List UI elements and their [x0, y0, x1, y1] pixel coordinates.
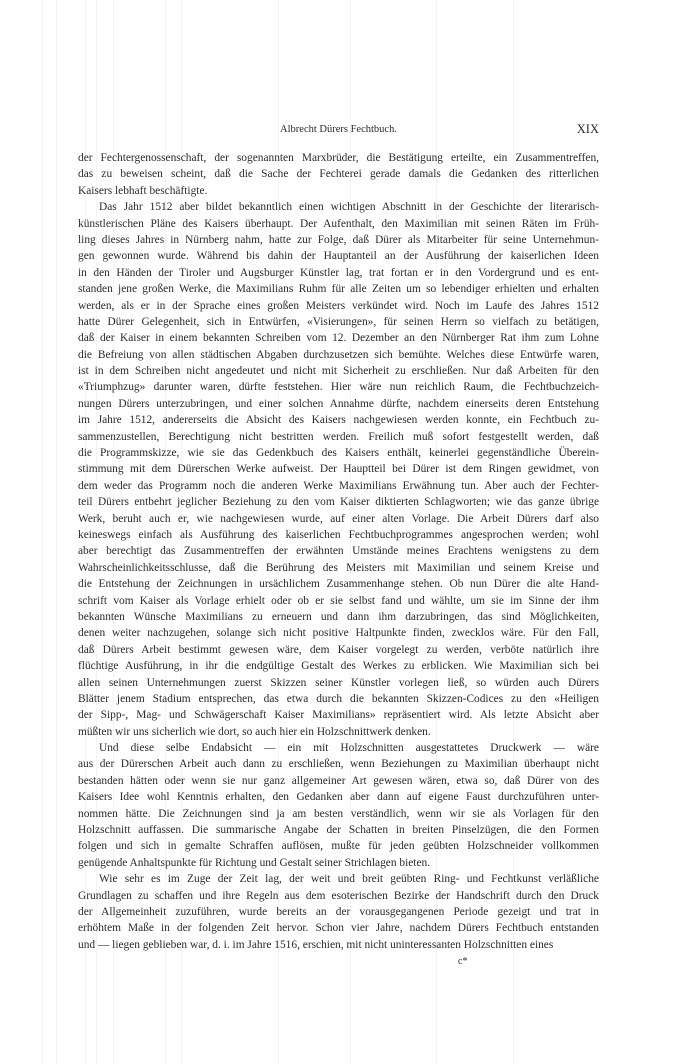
text-line: Kaisers Idee wohl Kenntnis erhalten, den Gedanken aber dann auf eigene Faust durchzuführen unter- [78, 791, 599, 804]
text-line: und — liegen geblieben war, d. i. im Jahre 1516, erschien, mit nicht uninteressanten Holzschnitten eines [78, 938, 554, 951]
text-line: das zu beweisen scheint, daß die Sache der Fechterei gerade damals die Gedanken des ritterlichen [78, 168, 599, 181]
text-line: sammenzustellen, Berechtigung nicht bestritten werden. Freilich muß sofort festgestellt werden, daß [78, 430, 599, 443]
text-line: der Allgemeinheit zuzuführen, wurde bereits an der vorausgegangenen Periode gezeigt und trat in [78, 905, 599, 918]
body-text [78, 150, 599, 953]
text-line: «Triumphzug» darunter waren, dürfte feststehen. Hier wäre nun reichlich Raum, die Fechtbuchzeich- [78, 381, 599, 394]
text-line: der Sipp-, Mag- und Schwägerschaft Kaiser Maximilians» repräsentiert wird. Als letzte Absicht aber [78, 709, 599, 722]
text-line: ist in dem Schreiben nicht angedeutet und nicht mit Sicherheit zu erschließen. Nur daß Arbeiten für den [78, 365, 599, 378]
signature-mark: c* [458, 956, 468, 968]
text-line: aus der Dürerschen Arbeit auch dann zu erschließen, wenn Beziehungen zu Maximilian überhaupt nicht [78, 758, 599, 771]
text-line: Holzschnitt auffassen. Die summarische Angabe der Schatten in breiten Pinselzügen, die den Formen [78, 824, 599, 837]
text-line: ling dieses Jahres in Nürnberg nahm, hatte zur Folge, daß Dürer als Mitarbeiter für seine Unternehmun- [78, 233, 599, 246]
text-line: künstlerischen Pläne des Kaisers überhaupt. Der Aufenthalt, den Maximilian mit seinen Räten im Früh- [78, 217, 599, 230]
text-line: Wahrscheinlichkeitsschlusse, daß die Berührung des Meisters mit Maximilian und seinem Kreise und [78, 561, 599, 574]
text-line: folgen und sich in gemalte Schraffen auflösen, mußte für jeden geübten Holzschneider vollkommen [78, 840, 599, 853]
text-line: hatte Dürer Gelegenheit, sich in Entwürfen, «Visierungen», für seinen Herrn so vielfach zu betätigen, [78, 315, 599, 328]
text-line: dem weder das Programm noch die anderen Werke Maximilians Erwähnung tun. Aber auch der Fechter- [78, 479, 599, 492]
text-line: allen seinen Unternehmungen zuerst Skizzen seiner Künstler vorlegen ließ, so würden auch Dürers [78, 676, 599, 689]
scan-artifact [56, 0, 57, 1064]
text-line: die Programmskizze, wie sie das Gedenkbuch des Kaisers enthält, keinerlei gegenständliche Überein- [78, 447, 599, 460]
text-line: die Entstehung der Zeichnungen in ursächlichem Zusammenhange stehen. Ob nun Dürer die alte Hand- [78, 578, 599, 591]
text-line: aber berechtigt das Zusammentreffen der erwähnten Umstände meines Erachtens wenigstens zu dem [78, 545, 599, 558]
text-line: die Befreiung von allen städtischen Abgaben durchzusetzen sich bemühte. Welches diese Entwürfe waren, [78, 348, 599, 361]
document-page [78, 121, 599, 968]
text-line: teil Dürers entbehrt jeglicher Beziehung zu den vom Kaiser diktierten Schlagworten; wie das ganze übrige [78, 496, 599, 509]
text-line: flüchtige Ausführung, in ihr die endgültige Gestalt des Werkes zu erblicken. Wie Maximilian sich bei [78, 660, 599, 673]
text-line: daß Dürers Arbeit bestimmt gewesen wäre, dem Kaiser vorgelegt zu werden, verböte natürlich ihre [78, 643, 599, 656]
text-line: erhöhtem Maße in der folgenden Zeit hervor. Schon vier Jahre, nachdem Dürers Fechtbuch entstanden [78, 922, 599, 935]
text-line: nungen Dürers unterzubringen, und einer solchen Annahme dürfte, nachdem einerseits deren Entstehung [78, 397, 599, 410]
scan-artifact [42, 0, 43, 1064]
text-line: Blätter jenem Stadium entsprechen, das etwa durch die bekannten Skizzen-Codices zu den «Heiligen [78, 692, 599, 705]
text-line: Grundlagen zu schaffen und ihre Regeln aus dem esoterischen Bezirke der Handschrift durch den Druck [78, 889, 599, 902]
text-line: müßten wir uns sicherlich wie dort, so auch hier ein Holzschnittwerk denken. [78, 725, 431, 738]
page-header [78, 121, 599, 138]
text-line: schrift vom Kaiser als Vorlage erhielt oder ob er sie selbst fand und wählte, um sie im Sinne der ihm [78, 594, 599, 607]
text-line: Kaisers lebhaft beschäftigte. [78, 184, 208, 197]
text-line: keineswegs einfach als Ausführung des kaiserlichen Fechtbuchprogrammes angesprochen werden; wohl [78, 528, 599, 541]
text-line: bestanden hätten oder wenn sie nur ganz allgemeiner Art gewesen wären, etwa so, daß Dürer von des [78, 774, 599, 787]
text-line: in den Händen der Tiroler und Augsburger Künstler lag, trat fortan er in den Vordergrund und es ent- [78, 266, 599, 279]
text-line: stimmung mit dem Dürerschen Werke aufweist. Der Hauptteil bei Dürer ist dem Ringen gewidmet, von [78, 463, 599, 476]
text-line: bekannten Wünsche Maximilians zu erneuern und dann ihm darzubringen, das sind Möglichkeiten, [78, 610, 599, 623]
text-line: Das Jahr 1512 aber bildet bekanntlich einen wichtigen Abschnitt in der Geschichte der literarisch- [99, 201, 599, 214]
text-line: Werk, beruht auch er, wie nachgewiesen wurde, auf einer alten Vorlage. Die Arbeit Dürers darf also [78, 512, 599, 525]
text-line: standen jene großen Werke, die Maximilians Ruhm für alle Zeiten um so lebendiger erhielten und erhalten [78, 283, 599, 296]
text-line: nommen hätte. Die Zeichnungen sind ja am besten verständlich, wenn wir sie als Vorlagen für den [78, 807, 599, 820]
text-line: im Jahre 1512, andererseits die Absicht des Kaisers nachgewiesen werden konnte, ein Fechtbuch zu- [78, 414, 599, 427]
text-line: Und diese selbe Endabsicht — ein mit Holzschnitten ausgestattetes Druckwerk — wäre [99, 742, 599, 755]
text-line: genügende Anhaltspunkte für Richtung und Gestalt seiner Strichlagen bieten. [78, 856, 431, 869]
text-line: werden, als er in der Sprache eines großen Meisters verkündet wird. Noch im Laufe des Jahres 1512 [78, 299, 599, 312]
text-line: gen gewonnen wurde. Während bis dahin der Hauptanteil an der Ausführung der kaiserlichen Ideen [78, 250, 599, 263]
running-title: Albrecht Dürers Fechtbuch. [280, 124, 397, 135]
text-line: der Fechtergenossenschaft, der sogenannten Marxbrüder, die Bestätigung erteilte, ein Zusammentreffen, [78, 152, 599, 164]
page-number: XIX [576, 122, 599, 136]
text-line: daß der Kaiser in einem bekannten Schreiben vom 12. Dezember an den Nürnberger Rat ihm zum Lohne [78, 332, 599, 345]
text-line: denen weiter nachzugehen, solange sich nicht positive Haltpunkte finden, zwecklos wäre. Für den Fall, [78, 627, 599, 640]
text-line: Wie sehr es im Zuge der Zeit lag, der weit und breit geübten Ring- und Fechtkunst verläßliche [99, 873, 599, 886]
